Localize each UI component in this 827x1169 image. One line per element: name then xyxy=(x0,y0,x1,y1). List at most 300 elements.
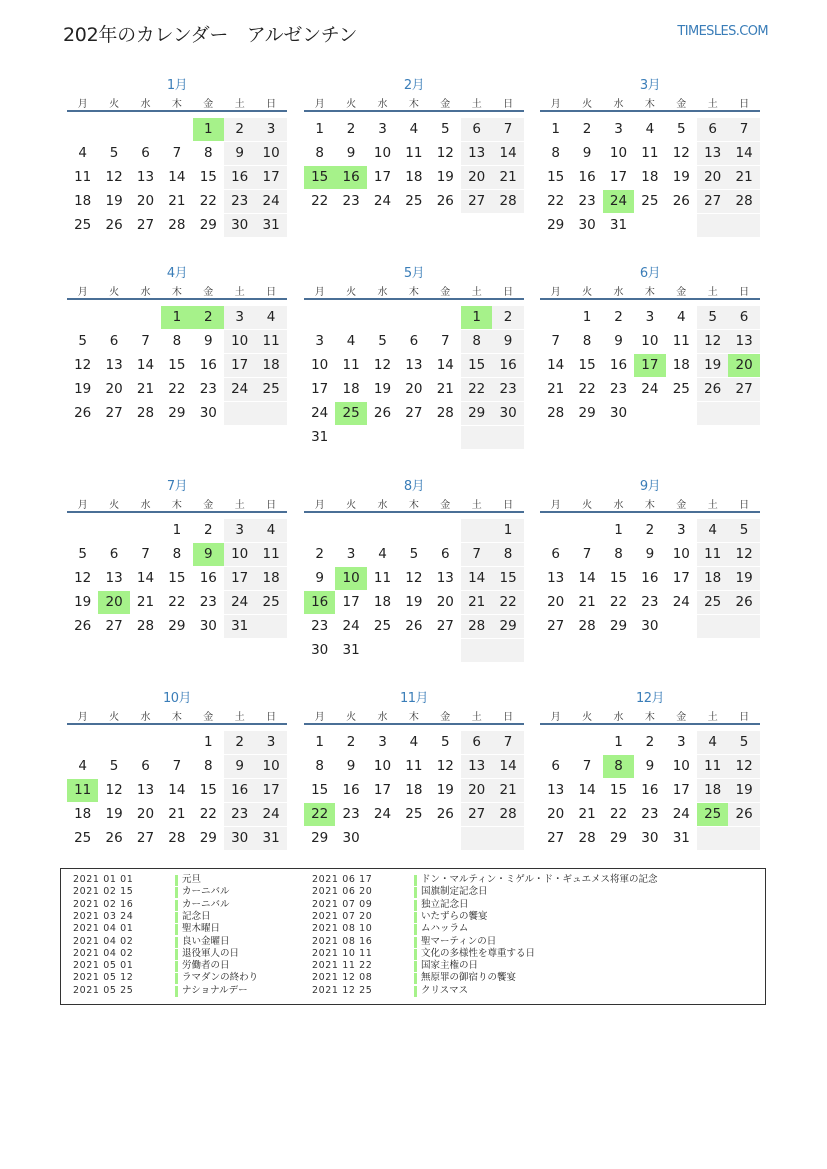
month-header-rule xyxy=(540,723,760,725)
weekend-empty-cell xyxy=(461,639,492,662)
holiday-date: 2021 11 22 xyxy=(312,960,373,972)
day-cell: 6 xyxy=(141,758,150,774)
month-header-rule xyxy=(540,298,760,300)
weekend-empty-cell xyxy=(492,426,523,449)
day-cell: 14 xyxy=(578,782,596,798)
holiday-date: 2021 12 08 xyxy=(312,972,373,984)
day-cell: 27 xyxy=(405,405,423,421)
holiday-day-cell: 9 xyxy=(193,543,224,566)
day-cell: 10 xyxy=(311,357,329,373)
day-cell: 21 xyxy=(578,806,596,822)
day-cell: 17 xyxy=(672,570,690,586)
holiday-name: 記念日 xyxy=(182,910,211,922)
day-cell: 4 xyxy=(346,333,356,349)
day-cell: 2 xyxy=(315,546,324,562)
month-title: 8月 xyxy=(403,479,425,494)
day-cell: 24 xyxy=(672,594,690,610)
day-cell: 1 xyxy=(614,734,623,750)
weekend-empty-cell xyxy=(224,402,255,425)
day-cell: 20 xyxy=(136,806,155,822)
holiday-date: 2021 08 16 xyxy=(312,935,373,947)
weekday-label: 土 xyxy=(234,500,245,511)
weekday-label: 土 xyxy=(234,712,245,723)
day-cell: 26 xyxy=(74,405,92,421)
weekend-empty-cell xyxy=(697,827,728,850)
day-cell: 26 xyxy=(436,193,454,209)
day-cell: 9 xyxy=(224,142,255,165)
day-cell: 18 xyxy=(405,782,423,798)
day-cell: 17 xyxy=(255,166,286,189)
holiday-row xyxy=(312,911,752,924)
day-cell: 10 xyxy=(224,330,255,353)
day-cell: 21 xyxy=(136,594,155,610)
day-cell: 23 xyxy=(342,806,360,822)
day-cell: 12 xyxy=(697,330,728,353)
weekday-label: 木 xyxy=(644,287,655,298)
holiday-name: ナショナルデー xyxy=(182,984,248,996)
month-title: 5月 xyxy=(403,266,425,281)
weekday-label: 月 xyxy=(77,287,88,298)
weekday-label: 日 xyxy=(503,500,514,511)
day-cell: 27 xyxy=(436,618,454,634)
month-header-rule xyxy=(304,511,524,513)
day-cell: 30 xyxy=(199,618,217,634)
day-cell: 5 xyxy=(378,333,387,349)
day-cell: 9 xyxy=(203,333,213,349)
day-cell: 12 xyxy=(373,357,392,373)
day-cell: 1 xyxy=(172,522,182,538)
day-cell: 13 xyxy=(105,570,123,586)
day-cell: 5 xyxy=(78,546,87,562)
weekday-label: 水 xyxy=(377,99,388,110)
day-cell: 23 xyxy=(342,193,360,209)
day-cell: 26 xyxy=(672,193,690,209)
month-title: 6月 xyxy=(639,266,661,281)
day-cell: 16 xyxy=(199,357,217,373)
day-cell: 17 xyxy=(224,354,255,377)
day-cell: 7 xyxy=(141,546,150,562)
weekday-label: 土 xyxy=(471,500,482,511)
day-cell: 15 xyxy=(578,357,596,373)
holiday-row xyxy=(312,886,752,899)
day-cell: 15 xyxy=(311,782,329,798)
weekday-label: 水 xyxy=(377,287,388,298)
day-cell: 19 xyxy=(672,169,690,185)
weekday-label: 月 xyxy=(77,500,88,511)
holiday-marker xyxy=(175,937,178,948)
day-cell: 25 xyxy=(373,618,392,634)
day-cell: 26 xyxy=(728,803,759,826)
day-cell: 9 xyxy=(346,145,356,161)
weekday-label: 金 xyxy=(676,287,687,298)
day-cell: 18 xyxy=(342,381,360,397)
weekday-label: 月 xyxy=(77,712,88,723)
day-cell: 21 xyxy=(492,166,523,189)
weekday-label: 水 xyxy=(613,500,624,511)
day-cell: 6 xyxy=(551,546,560,562)
month-title: 4月 xyxy=(166,266,188,281)
day-cell: 12 xyxy=(74,570,92,586)
holiday-date: 2021 07 20 xyxy=(312,910,373,922)
weekday-label: 月 xyxy=(77,99,88,110)
day-cell: 26 xyxy=(405,618,423,634)
day-cell: 28 xyxy=(168,217,186,233)
day-cell: 4 xyxy=(676,309,686,325)
weekend-empty-cell xyxy=(728,827,759,850)
weekday-label: 日 xyxy=(739,712,750,723)
day-cell: 24 xyxy=(373,806,392,822)
day-cell: 24 xyxy=(255,190,286,213)
day-cell: 26 xyxy=(728,591,759,614)
day-cell: 2 xyxy=(582,121,592,137)
day-cell: 14 xyxy=(461,567,492,590)
day-cell: 29 xyxy=(578,405,596,421)
day-cell: 27 xyxy=(728,378,759,401)
day-cell: 31 xyxy=(609,217,628,233)
weekday-label: 月 xyxy=(314,500,325,511)
holiday-marker xyxy=(175,961,178,972)
day-cell: 13 xyxy=(136,169,155,185)
day-cell: 17 xyxy=(342,594,360,610)
day-cell: 5 xyxy=(728,519,759,542)
holiday-day-cell: 11 xyxy=(67,779,98,802)
weekend-empty-cell xyxy=(461,519,492,542)
day-cell: 12 xyxy=(436,145,454,161)
day-cell: 6 xyxy=(409,333,419,349)
day-cell: 21 xyxy=(136,381,155,397)
day-cell: 7 xyxy=(582,546,592,562)
day-cell: 29 xyxy=(199,830,217,846)
day-cell: 11 xyxy=(697,755,728,778)
day-cell: 14 xyxy=(136,570,155,586)
day-cell: 1 xyxy=(315,734,324,750)
day-cell: 30 xyxy=(342,830,360,846)
day-cell: 25 xyxy=(405,806,423,822)
day-cell: 31 xyxy=(224,615,255,638)
weekday-label: 土 xyxy=(471,712,482,723)
day-cell: 23 xyxy=(199,381,217,397)
month-title: 2月 xyxy=(403,78,425,93)
weekday-label: 土 xyxy=(471,287,482,298)
holiday-row xyxy=(73,985,303,998)
holiday-name: クリスマス xyxy=(421,984,469,996)
day-cell: 16 xyxy=(641,782,659,798)
day-cell: 29 xyxy=(199,217,217,233)
holiday-day-cell: 16 xyxy=(335,166,366,189)
weekday-label: 土 xyxy=(234,287,245,298)
weekday-label: 木 xyxy=(644,712,655,723)
holiday-marker xyxy=(414,900,417,911)
month-title: 1月 xyxy=(166,78,188,93)
weekday-label: 水 xyxy=(140,99,151,110)
day-cell: 5 xyxy=(697,306,728,329)
day-cell: 8 xyxy=(172,333,182,349)
day-cell: 22 xyxy=(609,594,628,610)
day-cell: 30 xyxy=(311,642,329,658)
day-cell: 20 xyxy=(436,594,454,610)
weekday-label: 日 xyxy=(739,500,750,511)
day-cell: 3 xyxy=(255,118,286,141)
holiday-row xyxy=(312,972,752,985)
day-cell: 19 xyxy=(105,806,123,822)
day-cell: 12 xyxy=(728,543,759,566)
day-cell: 25 xyxy=(255,378,286,401)
day-cell: 19 xyxy=(105,193,123,209)
day-cell: 3 xyxy=(315,333,324,349)
month-header-rule xyxy=(67,110,287,112)
weekday-label: 日 xyxy=(266,287,277,298)
day-cell: 27 xyxy=(136,217,155,233)
day-cell: 7 xyxy=(582,758,592,774)
day-cell: 20 xyxy=(547,594,565,610)
day-cell: 17 xyxy=(609,169,628,185)
day-cell: 31 xyxy=(255,214,286,237)
day-cell: 20 xyxy=(105,381,123,397)
day-cell: 18 xyxy=(405,169,423,185)
weekday-label: 日 xyxy=(266,712,277,723)
day-cell: 3 xyxy=(378,121,387,137)
holiday-row xyxy=(73,936,303,949)
day-cell: 2 xyxy=(645,522,655,538)
holiday-day-cell: 2 xyxy=(193,306,224,329)
holiday-day-cell: 15 xyxy=(304,166,335,189)
day-cell: 7 xyxy=(172,145,182,161)
day-cell: 24 xyxy=(224,591,255,614)
day-cell: 20 xyxy=(136,193,155,209)
day-cell: 6 xyxy=(109,333,119,349)
month-title: 12月 xyxy=(635,691,665,706)
holiday-name: いたずらの饗宴 xyxy=(421,910,488,922)
weekday-label: 月 xyxy=(314,712,325,723)
day-cell: 11 xyxy=(641,145,659,161)
day-cell: 7 xyxy=(141,333,150,349)
day-cell: 3 xyxy=(255,731,286,754)
day-cell: 4 xyxy=(255,519,286,542)
weekday-label: 月 xyxy=(550,500,561,511)
holiday-marker xyxy=(414,937,417,948)
day-cell: 27 xyxy=(105,618,123,634)
day-cell: 9 xyxy=(492,330,523,353)
day-cell: 31 xyxy=(255,827,286,850)
day-cell: 3 xyxy=(676,734,686,750)
day-cell: 4 xyxy=(255,306,286,329)
day-cell: 24 xyxy=(641,381,659,397)
day-cell: 10 xyxy=(255,755,286,778)
holiday-name: 文化の多様性を尊重する日 xyxy=(421,947,536,959)
weekday-label: 金 xyxy=(203,500,214,511)
day-cell: 25 xyxy=(672,381,690,397)
day-cell: 22 xyxy=(168,381,186,397)
holiday-name: 独立記念日 xyxy=(421,898,469,910)
weekend-empty-cell xyxy=(697,402,728,425)
day-cell: 2 xyxy=(346,734,356,750)
day-cell: 5 xyxy=(409,546,419,562)
day-cell: 11 xyxy=(342,357,360,373)
weekday-label: 木 xyxy=(408,712,419,723)
day-cell: 11 xyxy=(697,543,728,566)
day-cell: 12 xyxy=(105,169,123,185)
weekday-label: 火 xyxy=(346,712,357,723)
day-cell: 8 xyxy=(551,145,560,161)
day-cell: 29 xyxy=(609,830,628,846)
weekend-empty-cell xyxy=(728,214,759,237)
day-cell: 22 xyxy=(461,378,492,401)
day-cell: 23 xyxy=(641,594,659,610)
brand-logo-link[interactable]: TIMESLES.COM xyxy=(677,24,768,39)
day-cell: 9 xyxy=(645,546,655,562)
holiday-row xyxy=(312,948,752,961)
holiday-marker xyxy=(175,986,178,997)
day-cell: 16 xyxy=(609,357,628,373)
day-cell: 19 xyxy=(728,567,759,590)
weekday-label: 金 xyxy=(676,500,687,511)
day-cell: 12 xyxy=(74,357,92,373)
day-cell: 10 xyxy=(255,142,286,165)
day-cell: 19 xyxy=(405,594,423,610)
day-cell: 4 xyxy=(697,519,728,542)
weekday-label: 火 xyxy=(109,99,120,110)
day-cell: 17 xyxy=(224,567,255,590)
weekday-label: 木 xyxy=(644,99,655,110)
day-cell: 6 xyxy=(109,546,119,562)
weekday-label: 火 xyxy=(582,287,593,298)
day-cell: 9 xyxy=(582,145,592,161)
month-header-rule xyxy=(304,298,524,300)
day-cell: 21 xyxy=(578,594,596,610)
day-cell: 14 xyxy=(728,142,759,165)
holiday-day-cell: 10 xyxy=(335,567,366,590)
day-cell: 13 xyxy=(436,570,454,586)
holiday-day-cell: 25 xyxy=(697,803,728,826)
day-cell: 14 xyxy=(168,782,186,798)
day-cell: 13 xyxy=(547,570,565,586)
day-cell: 25 xyxy=(74,217,92,233)
holiday-day-cell: 8 xyxy=(603,755,634,778)
day-cell: 27 xyxy=(461,803,492,826)
day-cell: 30 xyxy=(609,405,628,421)
day-cell: 20 xyxy=(461,779,492,802)
weekday-label: 月 xyxy=(550,287,561,298)
day-cell: 28 xyxy=(461,615,492,638)
holiday-date: 2021 02 16 xyxy=(73,898,134,910)
month-title: 7月 xyxy=(166,479,188,494)
weekday-label: 木 xyxy=(171,500,182,511)
weekday-label: 火 xyxy=(582,99,593,110)
day-cell: 28 xyxy=(728,190,759,213)
holiday-date: 2021 06 20 xyxy=(312,886,373,898)
month-title: 3月 xyxy=(639,78,661,93)
day-cell: 7 xyxy=(728,118,759,141)
holiday-marker xyxy=(414,961,417,972)
day-cell: 29 xyxy=(461,402,492,425)
weekday-label: 日 xyxy=(503,287,514,298)
day-cell: 4 xyxy=(409,121,419,137)
holiday-row xyxy=(73,948,303,961)
day-cell: 8 xyxy=(315,758,324,774)
day-cell: 18 xyxy=(697,567,728,590)
day-cell: 16 xyxy=(224,166,255,189)
day-cell: 26 xyxy=(74,618,92,634)
day-cell: 14 xyxy=(492,755,523,778)
holiday-name: ムハッラム xyxy=(421,923,469,935)
weekend-empty-cell xyxy=(255,402,286,425)
day-cell: 16 xyxy=(578,169,596,185)
day-cell: 7 xyxy=(440,333,450,349)
day-cell: 31 xyxy=(672,830,690,846)
holiday-date: 2021 06 17 xyxy=(312,874,373,885)
day-cell: 12 xyxy=(728,755,759,778)
day-cell: 30 xyxy=(641,830,659,846)
day-cell: 4 xyxy=(645,121,655,137)
holiday-date: 2021 02 15 xyxy=(73,886,134,898)
day-cell: 10 xyxy=(641,333,659,349)
day-cell: 2 xyxy=(492,306,523,329)
weekday-label: 水 xyxy=(613,287,624,298)
weekday-label: 火 xyxy=(582,500,593,511)
day-cell: 20 xyxy=(697,166,728,189)
holiday-row xyxy=(73,874,303,887)
weekday-label: 日 xyxy=(503,99,514,110)
weekday-label: 水 xyxy=(377,712,388,723)
day-cell: 21 xyxy=(547,381,565,397)
weekday-label: 火 xyxy=(582,712,593,723)
day-cell: 15 xyxy=(168,357,186,373)
day-cell: 8 xyxy=(315,145,324,161)
holiday-name: 無原罪の御宿りの饗宴 xyxy=(421,972,517,984)
day-cell: 10 xyxy=(609,145,628,161)
day-cell: 9 xyxy=(614,333,623,349)
day-cell: 29 xyxy=(168,405,186,421)
day-cell: 15 xyxy=(461,354,492,377)
day-cell: 25 xyxy=(405,193,423,209)
weekday-label: 土 xyxy=(707,287,718,298)
weekday-label: 木 xyxy=(408,99,419,110)
holiday-name: カーニバル xyxy=(182,886,230,898)
weekday-label: 水 xyxy=(140,287,151,298)
weekday-label: 月 xyxy=(550,712,561,723)
day-cell: 27 xyxy=(461,190,492,213)
day-cell: 8 xyxy=(492,543,523,566)
holiday-name: 退役軍人の日 xyxy=(182,947,240,959)
weekday-label: 日 xyxy=(266,99,277,110)
month-header-rule xyxy=(304,723,524,725)
weekday-label: 金 xyxy=(440,99,451,110)
day-cell: 3 xyxy=(378,734,387,750)
day-cell: 17 xyxy=(255,779,286,802)
day-cell: 13 xyxy=(405,357,423,373)
day-cell: 1 xyxy=(492,519,523,542)
holiday-name: 聖マーティンの日 xyxy=(421,935,497,947)
day-cell: 28 xyxy=(492,803,523,826)
day-cell: 14 xyxy=(436,357,454,373)
day-cell: 17 xyxy=(672,782,690,798)
day-cell: 13 xyxy=(461,755,492,778)
day-cell: 17 xyxy=(373,782,392,798)
holiday-marker xyxy=(175,973,178,984)
day-cell: 20 xyxy=(405,381,423,397)
day-cell: 29 xyxy=(547,217,565,233)
weekday-label: 月 xyxy=(314,287,325,298)
weekday-label: 木 xyxy=(171,287,182,298)
holiday-legend xyxy=(60,868,766,1005)
day-cell: 2 xyxy=(203,522,213,538)
day-cell: 8 xyxy=(461,330,492,353)
day-cell: 21 xyxy=(461,591,492,614)
day-cell: 6 xyxy=(141,145,150,161)
holiday-marker xyxy=(414,973,417,984)
day-cell: 16 xyxy=(342,782,360,798)
holiday-row xyxy=(312,874,752,887)
